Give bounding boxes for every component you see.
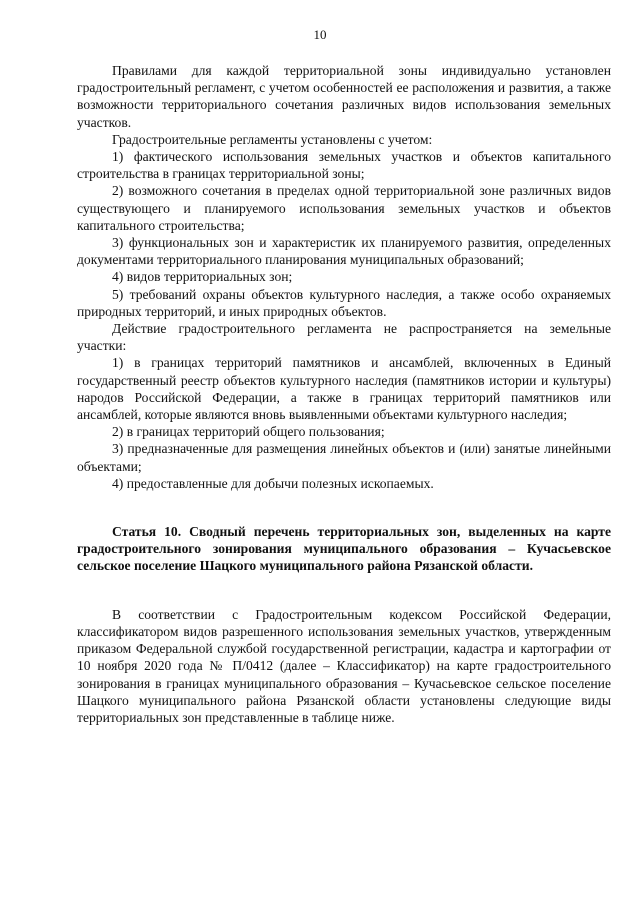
page-number: 10	[313, 27, 327, 42]
list-item: 2) возможного сочетания в пределах одной территориальной зоне различных видов существующего и планируемого использования земельных участков и объектов капитального строительства;	[77, 183, 611, 233]
article-heading: Статья 10. Сводный перечень территориальных зон, выделенных на карте градостроительного зонирования муниципального образования – Кучасьевское сельское поселение Шацкого муниципального района Рязанской области.	[77, 524, 611, 574]
paragraph: Градостроительные регламенты установлены с учетом:	[112, 131, 433, 147]
paragraph: Правилами для каждой территориальной зоны индивидуально установлен градостроительный регламент, с учетом особенностей ее расположения и развития, а также возможности территориального сочетания различных видов использования земельных участков.	[77, 63, 611, 130]
paragraph: Действие градостроительного регламента не распространяется на земельные участки:	[77, 321, 611, 354]
list-item: 3) предназначенные для размещения линейных объектов и (или) занятые линейными объектами;	[77, 441, 611, 474]
list-item: 5) требований охраны объектов культурного наследия, а также особо охраняемых природных территорий, и иных природных объектов.	[77, 286, 611, 319]
article-text: В соответствии с Градостроительным кодексом Российской Федерации, классификатором видов разрешенного использования земельных участков, утвержденным приказом Федеральной службой государственной регистрации, кадастра и картографии от 10 ноября 2020 года № П/0412 (далее – Классификатор) на карте градостроительного зонирования в границах муниципального образования – Кучасьевское сельское поселение Шацкого муниципального района Рязанской области установлены следующие виды территориальных зон представленные в таблице ниже.	[77, 606, 611, 725]
document-body	[77, 62, 611, 726]
list-item: 1) в границах территорий памятников и ансамблей, включенных в Единый государственный реестр объектов культурного наследия (памятников истории и культуры) народов Российской Федерации, а также в границах территорий памятников или ансамблей, которые являются вновь выявленными объектами культурного наследия;	[77, 355, 611, 423]
list-item: 4) предоставленные для добычи полезных ископаемых.	[112, 475, 434, 491]
list-item: 1) фактического использования земельных участков и объектов капитального строительства в границах территориальной зоны;	[77, 149, 611, 182]
list-item: 3) функциональных зон и характеристик их планируемого развития, определенных документами территориального планирования муниципальных образований;	[77, 235, 611, 268]
list-item: 4) видов территориальных зон;	[112, 269, 293, 285]
list-item: 2) в границах территорий общего пользования;	[112, 424, 385, 440]
